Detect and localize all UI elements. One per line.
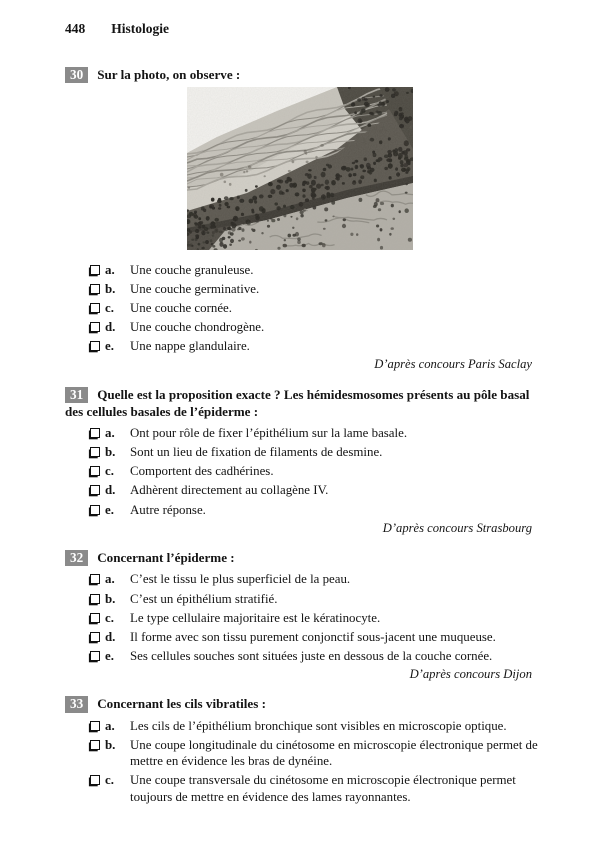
question-title: Sur la photo, on observe : [97, 66, 241, 82]
option-letter: d. [105, 629, 116, 644]
page-number: 448 [65, 21, 86, 36]
question-number-badge: 33 [65, 696, 88, 713]
options-list [65, 571, 544, 664]
answer-checkbox-icon[interactable] [90, 322, 100, 332]
options-list [65, 262, 544, 355]
option-row [65, 262, 544, 279]
option-row [65, 502, 544, 519]
question-header [65, 549, 544, 567]
option-letter: e. [105, 339, 114, 354]
option-row [65, 737, 544, 770]
options-list [65, 425, 544, 518]
option-letter: e. [105, 502, 114, 517]
option-letter: d. [105, 320, 116, 335]
histology-micrograph [187, 87, 413, 250]
option-row [65, 281, 544, 298]
question-number-badge: 31 [65, 387, 88, 404]
answer-checkbox-icon[interactable] [90, 428, 100, 438]
answer-checkbox-icon[interactable] [90, 505, 100, 515]
option-text: C’est le tissu le plus superficiel de la peau. [130, 572, 351, 587]
answer-checkbox-icon[interactable] [90, 265, 100, 275]
option-text: Autre réponse. [130, 502, 206, 517]
option-text: Une couche granuleuse. [130, 263, 254, 278]
question-header [65, 386, 544, 421]
option-text: Les cils de l’épithélium bronchique sont visibles en microscopie optique. [130, 718, 507, 733]
answer-checkbox-icon[interactable] [90, 447, 100, 457]
question-title: Quelle est la proposition exacte ? Les hémidesmosomes présents au pôle basal des cellules basales de l’épiderme : [65, 386, 530, 420]
question-header [65, 66, 544, 84]
question-number-badge: 30 [65, 67, 88, 84]
option-letter: c. [105, 464, 114, 479]
option-row [65, 463, 544, 480]
option-text: Ses cellules souches sont situées juste en dessous de la couche cornée. [130, 648, 493, 663]
answer-checkbox-icon[interactable] [90, 775, 100, 785]
option-letter: b. [105, 445, 116, 460]
option-text: Sont un lieu de fixation de filaments de desmine. [130, 445, 383, 460]
option-row [65, 482, 544, 499]
question-title: Concernant les cils vibratiles : [97, 695, 266, 711]
option-row [65, 444, 544, 461]
option-row [65, 648, 544, 665]
answer-checkbox-icon[interactable] [90, 485, 100, 495]
option-letter: c. [105, 773, 114, 788]
option-letter: b. [105, 282, 116, 297]
option-letter: b. [105, 591, 116, 606]
answer-checkbox-icon[interactable] [90, 341, 100, 351]
option-letter: a. [105, 426, 115, 441]
answer-checkbox-icon[interactable] [90, 284, 100, 294]
question-number-badge: 32 [65, 550, 88, 567]
option-text: Une coupe longitudinale du cinétosome en microscopie électronique permet de mettre en évidence les bras de dynéine. [130, 737, 538, 769]
section-title: Histologie [111, 21, 169, 36]
option-row [65, 338, 544, 355]
answer-checkbox-icon[interactable] [90, 740, 100, 750]
option-row [65, 610, 544, 627]
page-header [65, 21, 544, 37]
options-list [65, 718, 544, 806]
option-text: Le type cellulaire majoritaire est le kératinocyte. [130, 610, 381, 625]
option-row [65, 319, 544, 336]
answer-checkbox-icon[interactable] [90, 613, 100, 623]
attribution: D’après concours Strasbourg [382, 520, 532, 535]
option-letter: c. [105, 301, 114, 316]
answer-checkbox-icon[interactable] [90, 721, 100, 731]
option-row [65, 772, 544, 805]
option-row [65, 629, 544, 646]
questions [65, 66, 544, 806]
attribution: D’après concours Dijon [409, 666, 532, 681]
option-text: Comportent des cadhérines. [130, 464, 274, 479]
option-letter: a. [105, 572, 115, 587]
option-text: Une coupe transversale du cinétosome en microscopie électronique permet toujours de mettre en évidence des lames rayonnantes. [130, 773, 516, 804]
answer-checkbox-icon[interactable] [90, 594, 100, 604]
answer-checkbox-icon[interactable] [90, 574, 100, 584]
answer-checkbox-icon[interactable] [90, 303, 100, 313]
option-text: Une couche cornée. [130, 301, 232, 316]
answer-checkbox-icon[interactable] [90, 632, 100, 642]
option-text: Une couche chondrogène. [130, 320, 265, 335]
question-block [65, 549, 544, 682]
question-figure [187, 87, 413, 250]
option-row [65, 718, 544, 735]
option-text: C’est un épithélium stratifié. [130, 591, 278, 606]
option-letter: c. [105, 610, 114, 625]
option-text: Il forme avec son tissu purement conjonctif sous-jacent une muqueuse. [130, 629, 496, 644]
option-row [65, 300, 544, 317]
option-text: Ont pour rôle de fixer l’épithélium sur la lame basale. [130, 426, 408, 441]
option-text: Une couche germinative. [130, 282, 260, 297]
question-title: Concernant l’épiderme : [97, 549, 235, 565]
option-text: Une nappe glandulaire. [130, 339, 250, 354]
question-block [65, 695, 544, 805]
option-row [65, 571, 544, 588]
option-letter: a. [105, 263, 115, 278]
option-text: Adhèrent directement au collagène IV. [130, 483, 329, 498]
answer-checkbox-icon[interactable] [90, 466, 100, 476]
question-block [65, 386, 544, 536]
option-row [65, 591, 544, 608]
option-letter: d. [105, 483, 116, 498]
question-block [65, 66, 544, 373]
question-header [65, 695, 544, 713]
option-row [65, 425, 544, 442]
option-letter: b. [105, 737, 116, 752]
option-letter: e. [105, 648, 114, 663]
option-letter: a. [105, 718, 115, 733]
answer-checkbox-icon[interactable] [90, 651, 100, 661]
attribution: D’après concours Paris Saclay [374, 357, 532, 372]
